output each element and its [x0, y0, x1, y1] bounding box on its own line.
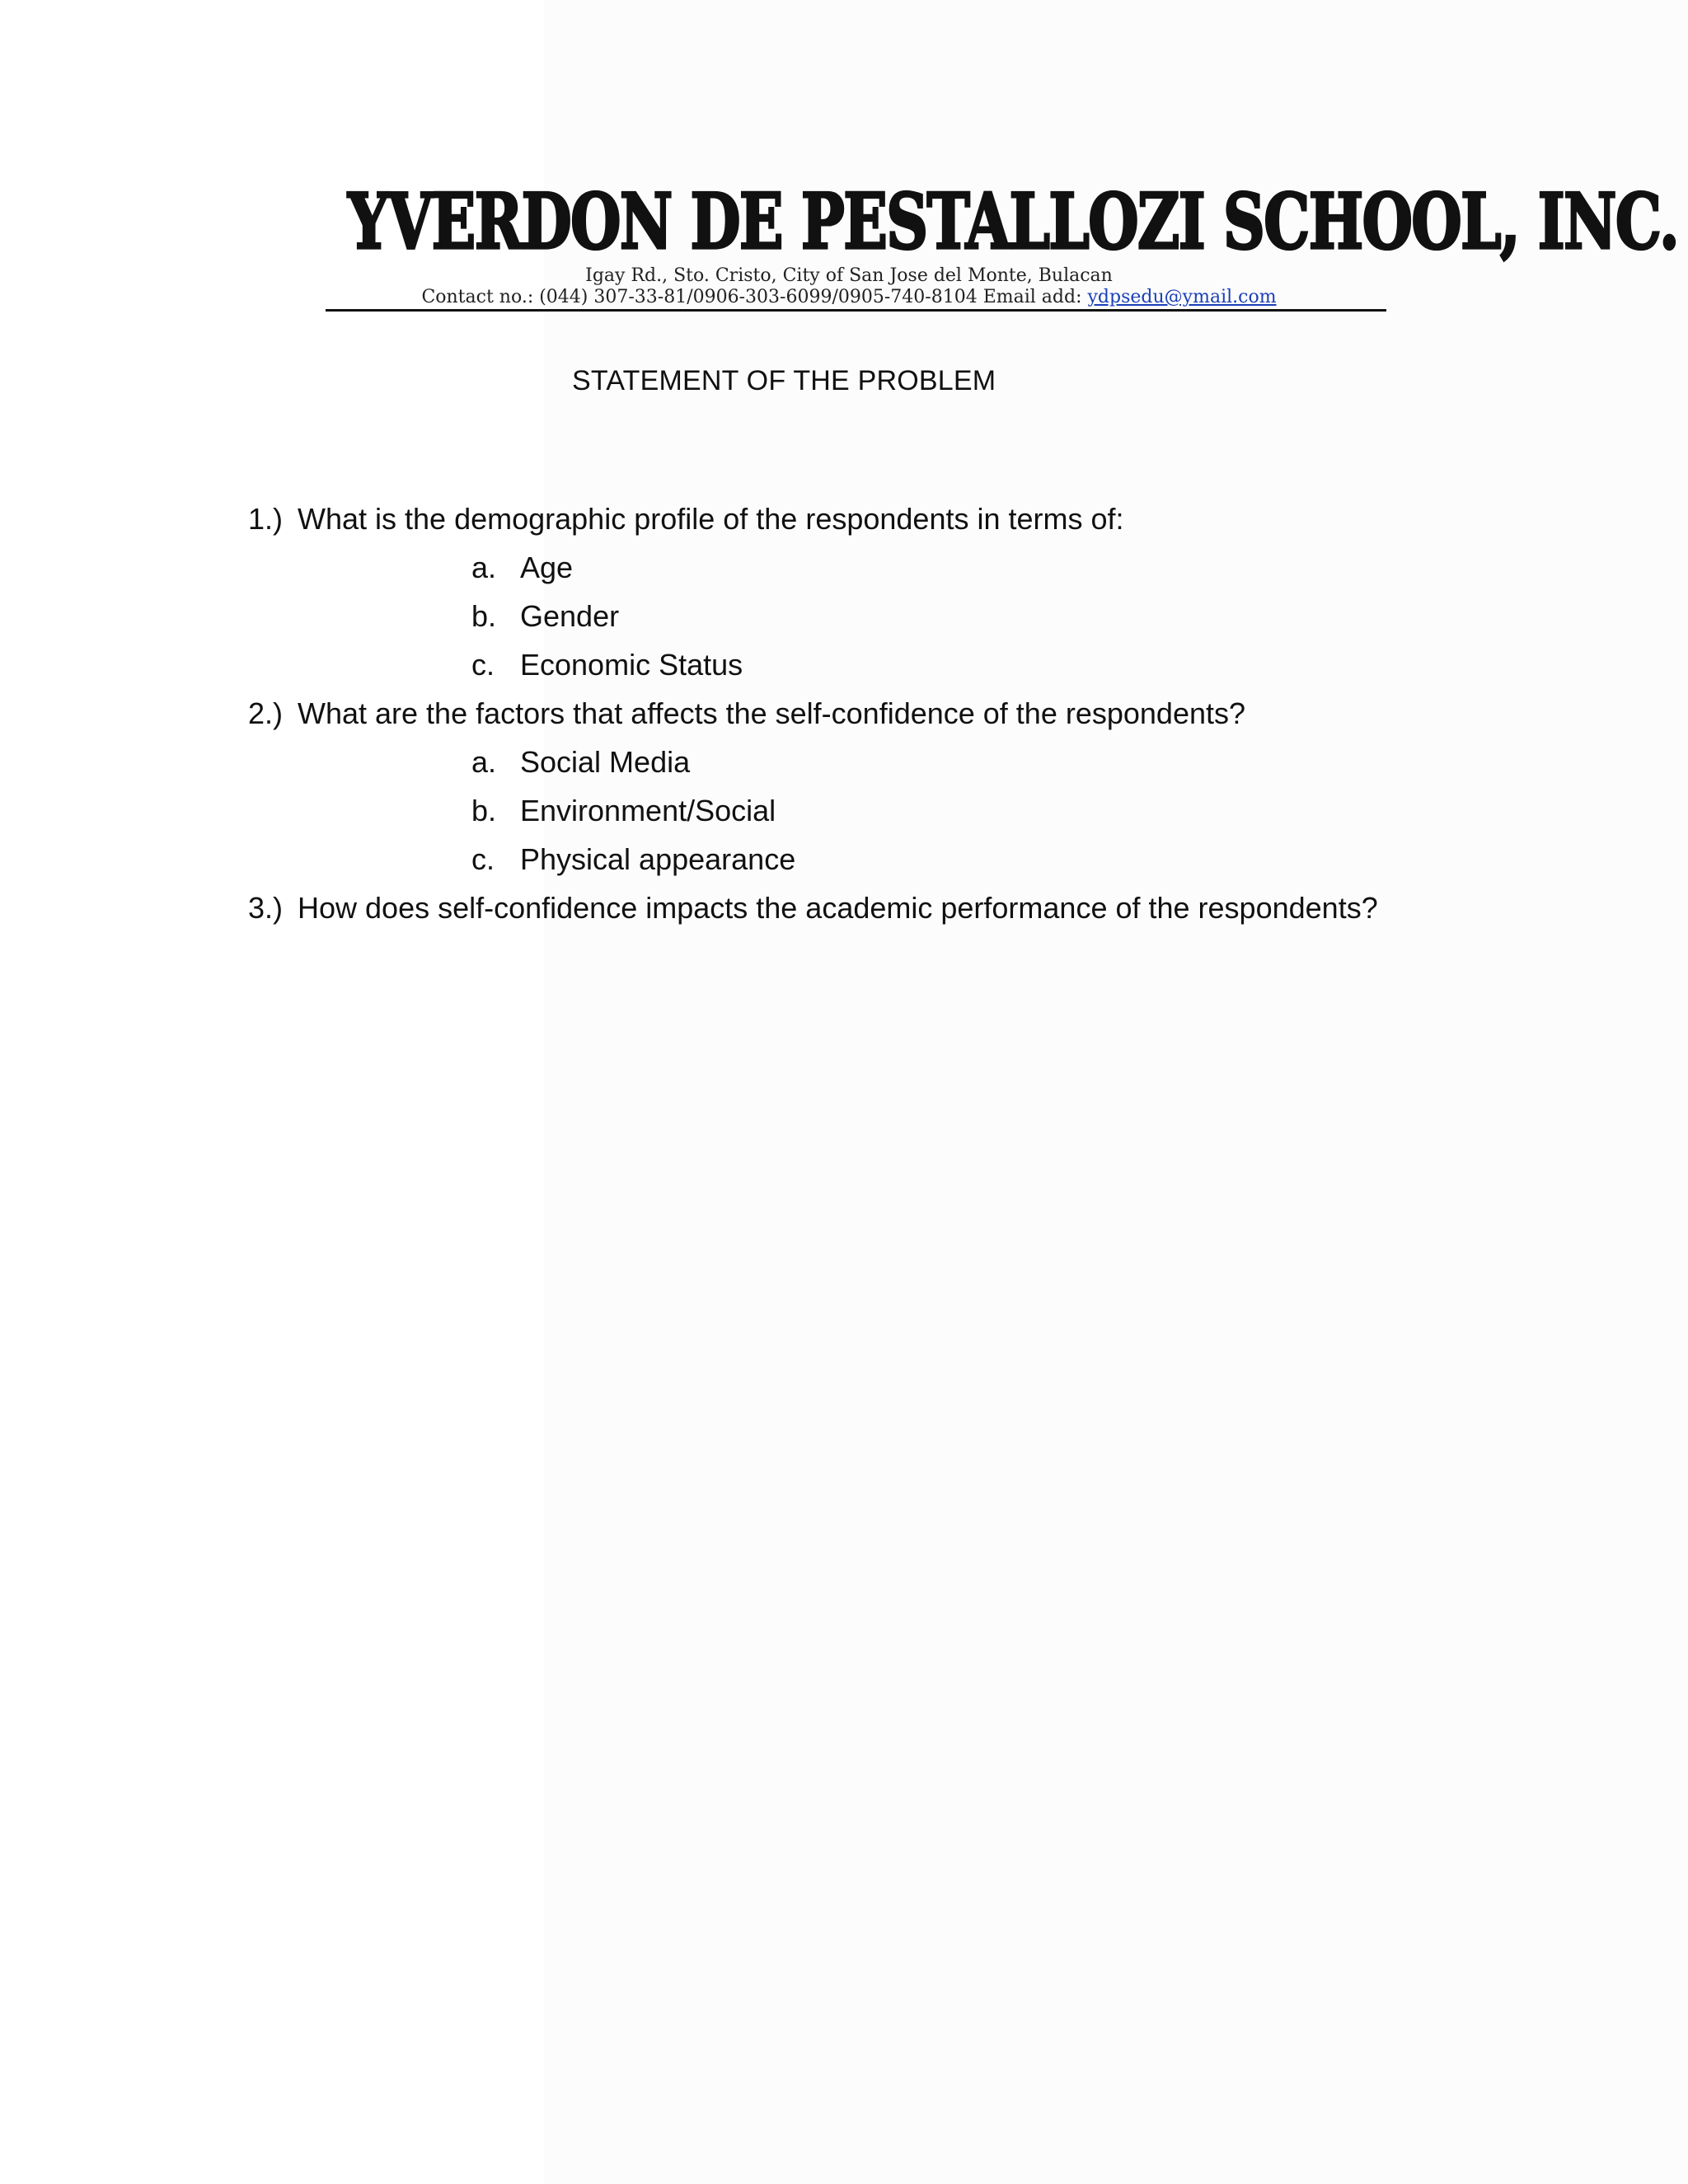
item-letter: b.	[471, 599, 497, 633]
question-text: What are the factors that affects the self-confidence of the respondents?	[298, 696, 1246, 730]
item-text: Economic Status	[520, 648, 743, 682]
item-letter: a.	[471, 745, 497, 779]
document-title: STATEMENT OF THE PROBLEM	[572, 365, 996, 396]
question-text: How does self-confidence impacts the academic performance of the respondents?	[298, 891, 1378, 925]
page-background	[544, 0, 1688, 2184]
item-letter: c.	[471, 842, 495, 876]
item-letter: a.	[471, 551, 497, 584]
header-divider	[326, 309, 1386, 312]
question-text: What is the demographic profile of the respondents in terms of:	[298, 502, 1124, 536]
question-number: 2.)	[248, 696, 284, 730]
school-contact	[223, 287, 1475, 307]
question-number: 3.)	[248, 891, 284, 925]
question-number: 1.)	[248, 502, 284, 536]
letterhead	[223, 176, 1678, 307]
item-text: Age	[520, 551, 574, 584]
email-link[interactable]: ydpsedu@ymail.com	[1087, 287, 1277, 307]
item-letter: b.	[471, 794, 497, 827]
item-letter: c.	[471, 648, 495, 682]
school-address: Igay Rd., Sto. Cristo, City of San Jose del Monte, Bulacan	[585, 265, 1113, 286]
contact-numbers: Contact no.: (044) 307-33-81/0906-303-6099/0905-740-8104 Email add:	[421, 287, 1088, 307]
school-name-logo: YVERDON DE PESTALLOZI SCHOOL, INC.	[348, 176, 1678, 266]
item-text: Environment/Social	[520, 794, 776, 827]
item-text: Physical appearance	[520, 842, 796, 876]
item-text: Social Media	[520, 745, 691, 779]
item-text: Gender	[520, 599, 620, 633]
